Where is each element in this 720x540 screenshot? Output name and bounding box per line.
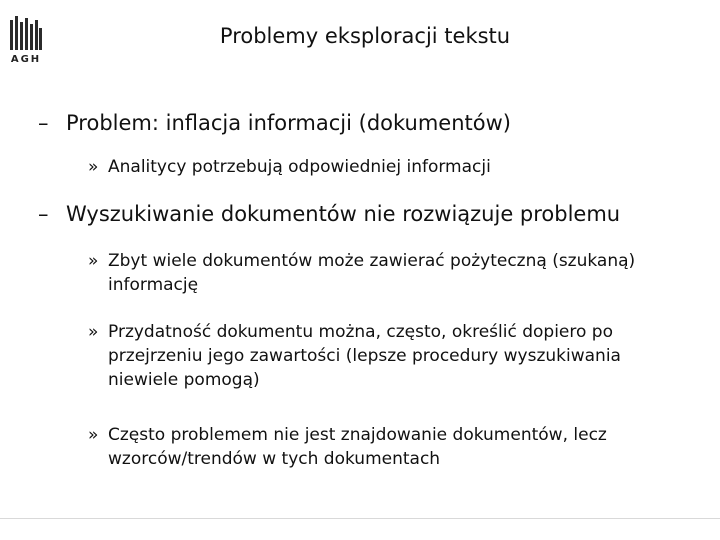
sub-bullet-1-1 <box>88 155 688 179</box>
dash-marker: – <box>38 111 49 135</box>
footer-divider <box>0 518 720 519</box>
dash-marker: – <box>38 202 49 226</box>
sub-bullet-text: Przydatność dokumentu można, często, określić dopiero po przejrzeniu jego zawartości (lepsze procedury wyszukiwania niewiele pomogą) <box>108 322 621 390</box>
chevron-marker: » <box>88 157 99 177</box>
chevron-marker: » <box>88 425 99 445</box>
sub-bullet-text: Zbyt wiele dokumentów może zawierać pożyteczną (szukaną) informację <box>108 251 636 295</box>
bullet-text: Problem: inflacja informacji (dokumentów) <box>66 111 511 135</box>
bullet-point-1 <box>38 110 511 136</box>
page-title: Problemy eksploracji tekstu <box>219 24 511 48</box>
bullet-text: Wyszukiwanie dokumentów nie rozwiązuje problemu <box>66 202 621 226</box>
sub-bullet-2-1 <box>88 249 688 297</box>
sub-bullet-text: Analitycy potrzebują odpowiedniej informacji <box>108 157 491 177</box>
chevron-marker: » <box>88 251 99 271</box>
sub-bullet-text: Często problemem nie jest znajdowanie dokumentów, lecz wzorców/trendów w tych dokumentach <box>108 425 607 469</box>
sub-bullet-2-2 <box>88 320 688 392</box>
logo-text: AGH <box>10 54 42 65</box>
bullet-point-2 <box>38 201 620 227</box>
sub-bullet-2-3 <box>88 423 688 471</box>
chevron-marker: » <box>88 322 99 342</box>
